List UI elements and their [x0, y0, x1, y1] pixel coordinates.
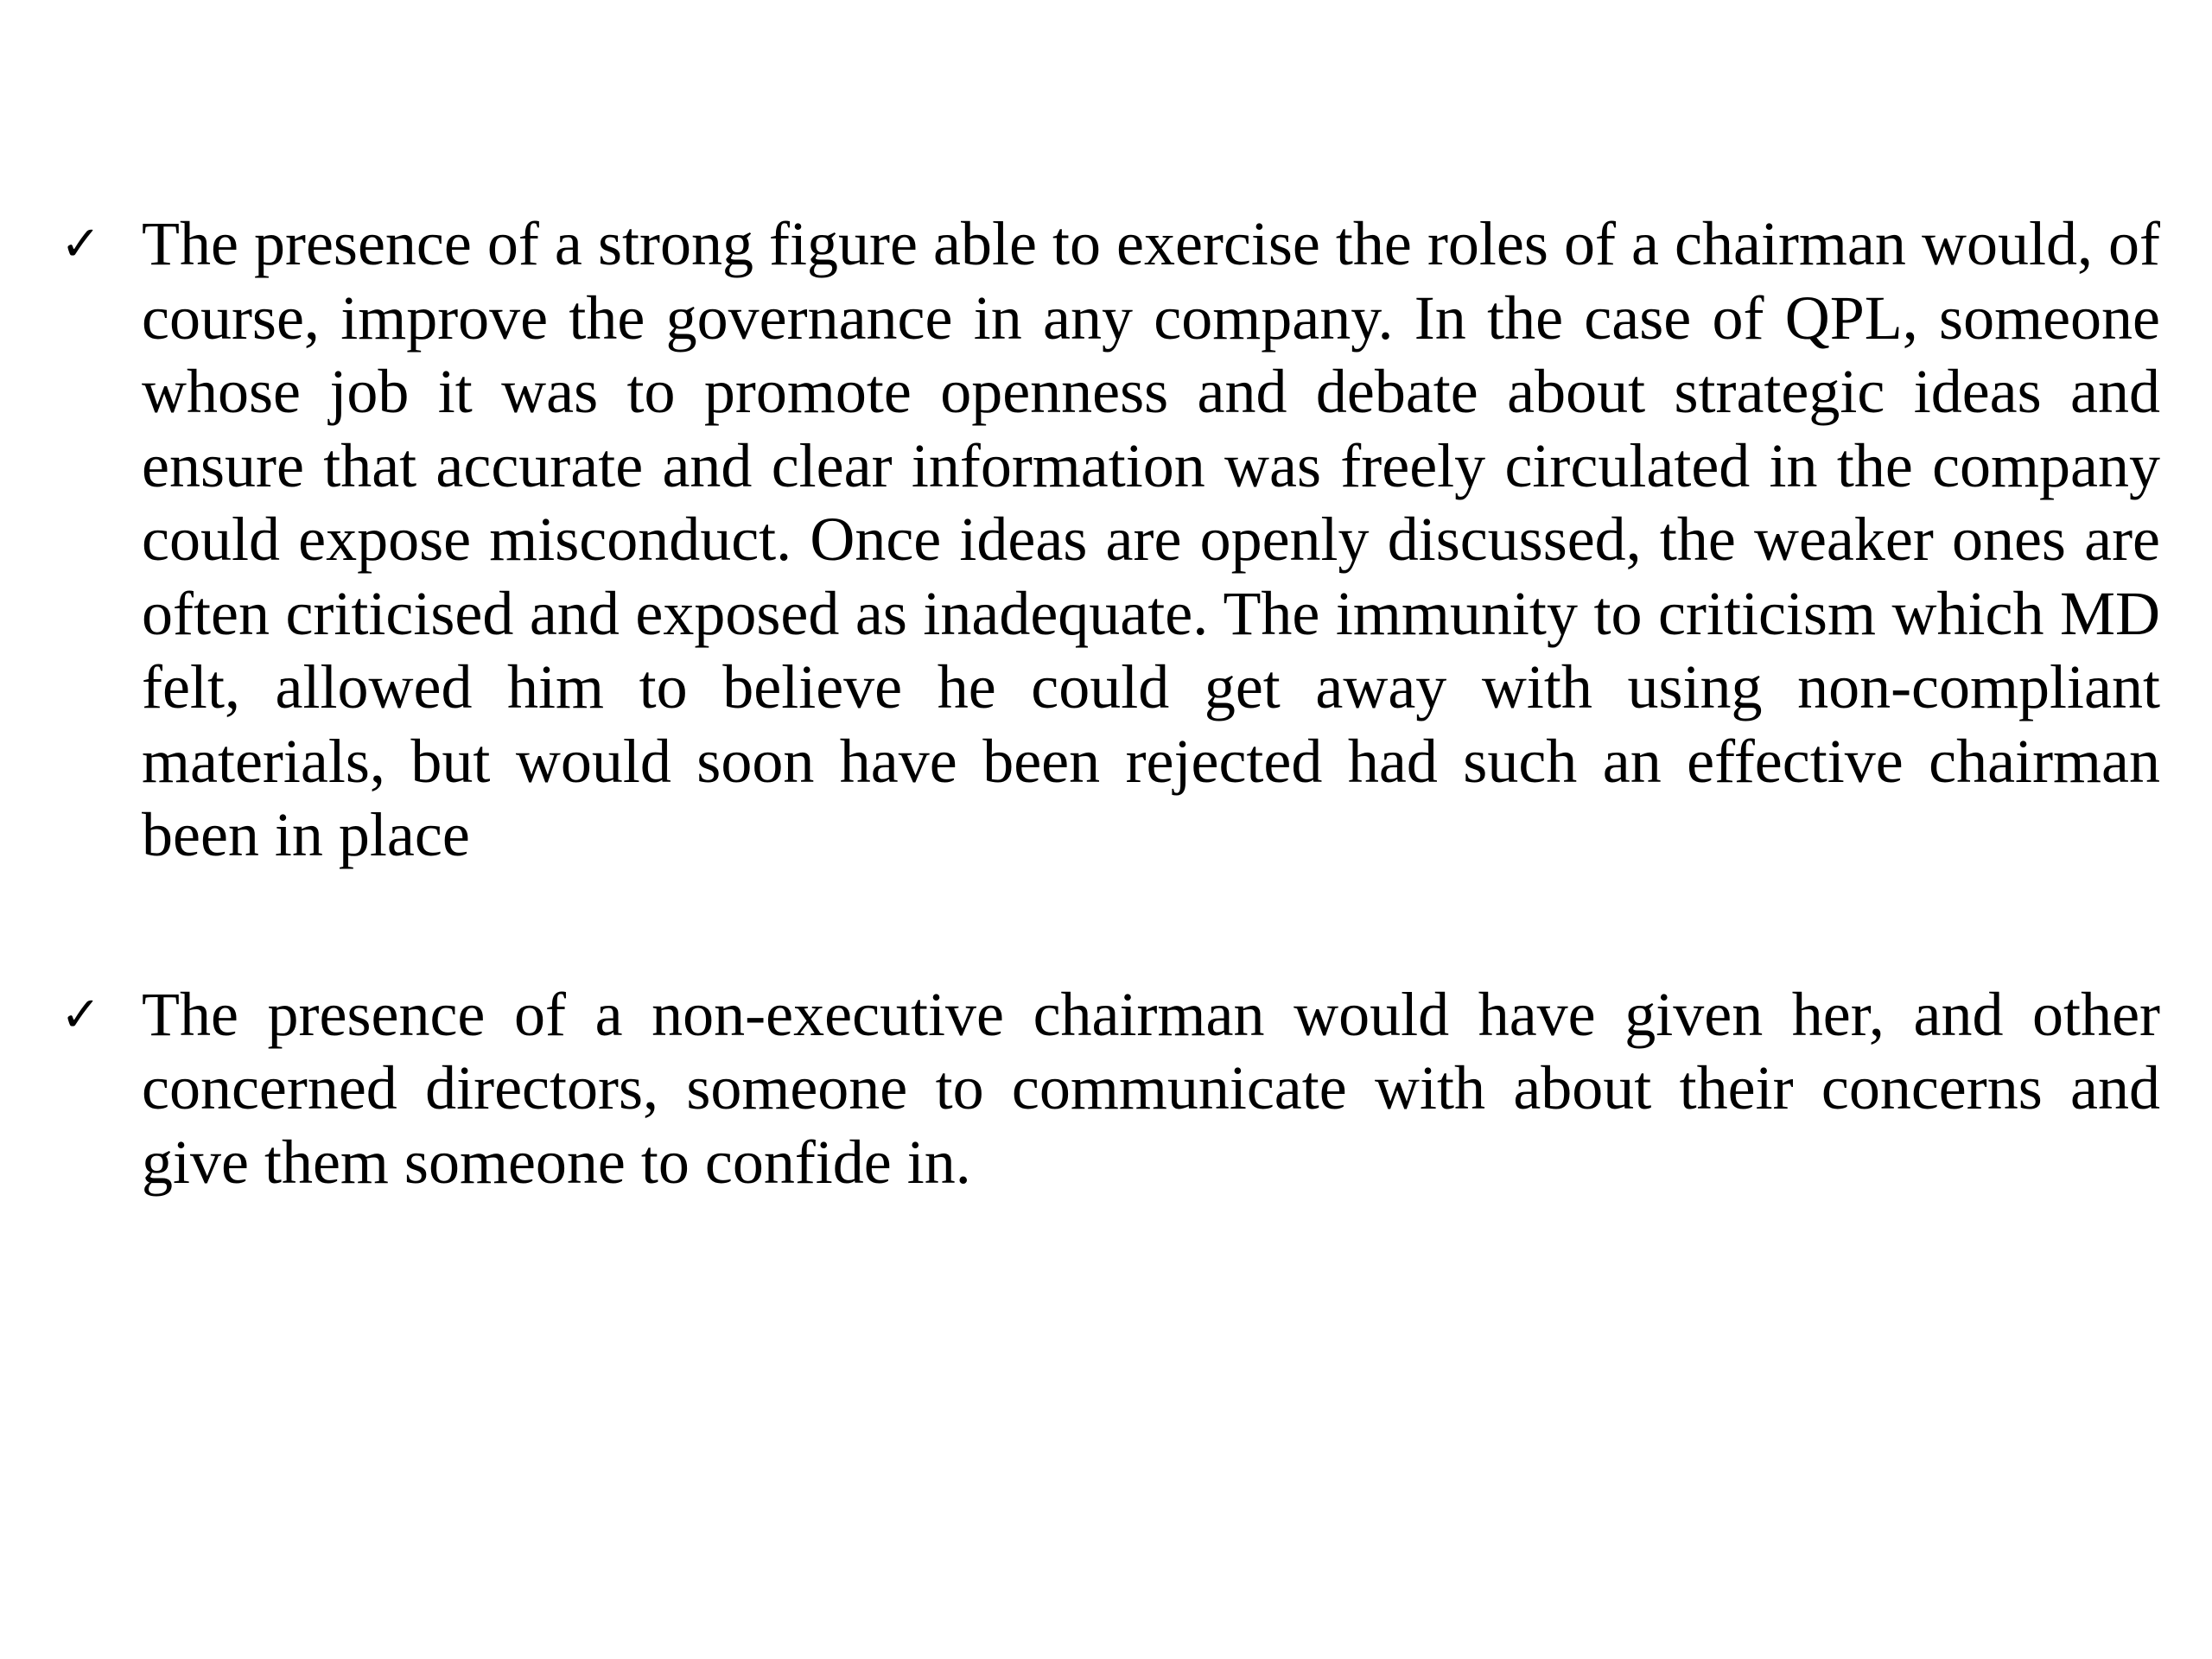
bullet-list [60, 207, 2160, 1199]
bullet-text: The presence of a strong figure able to exercise the roles of a chairman would, of course, improve the governance in any company. In the case of QPL, someone whose job it was to promote openness and debate about strategic ideas and ensure that accurate and clear information was freely circulated in the company could expose misconduct. Once ideas are openly discussed, the weaker ones are often criticised and exposed as inadequate. The immunity to criticism which MD felt, allowed him to believe he could get away with using non-compliant materials, but would soon have been rejected had such an effective chairman been in place [142, 209, 2160, 869]
bullet-item-chairman-governance [60, 207, 2160, 873]
bullet-item-non-executive-chairman [60, 978, 2160, 1200]
check-icon: ✓ [60, 986, 101, 1043]
bullet-text: The presence of a non-executive chairman would have given her, and other concerned directors, someone to communicate with about their concerns and give them someone to confide in. [142, 979, 2160, 1197]
check-icon: ✓ [60, 216, 101, 272]
